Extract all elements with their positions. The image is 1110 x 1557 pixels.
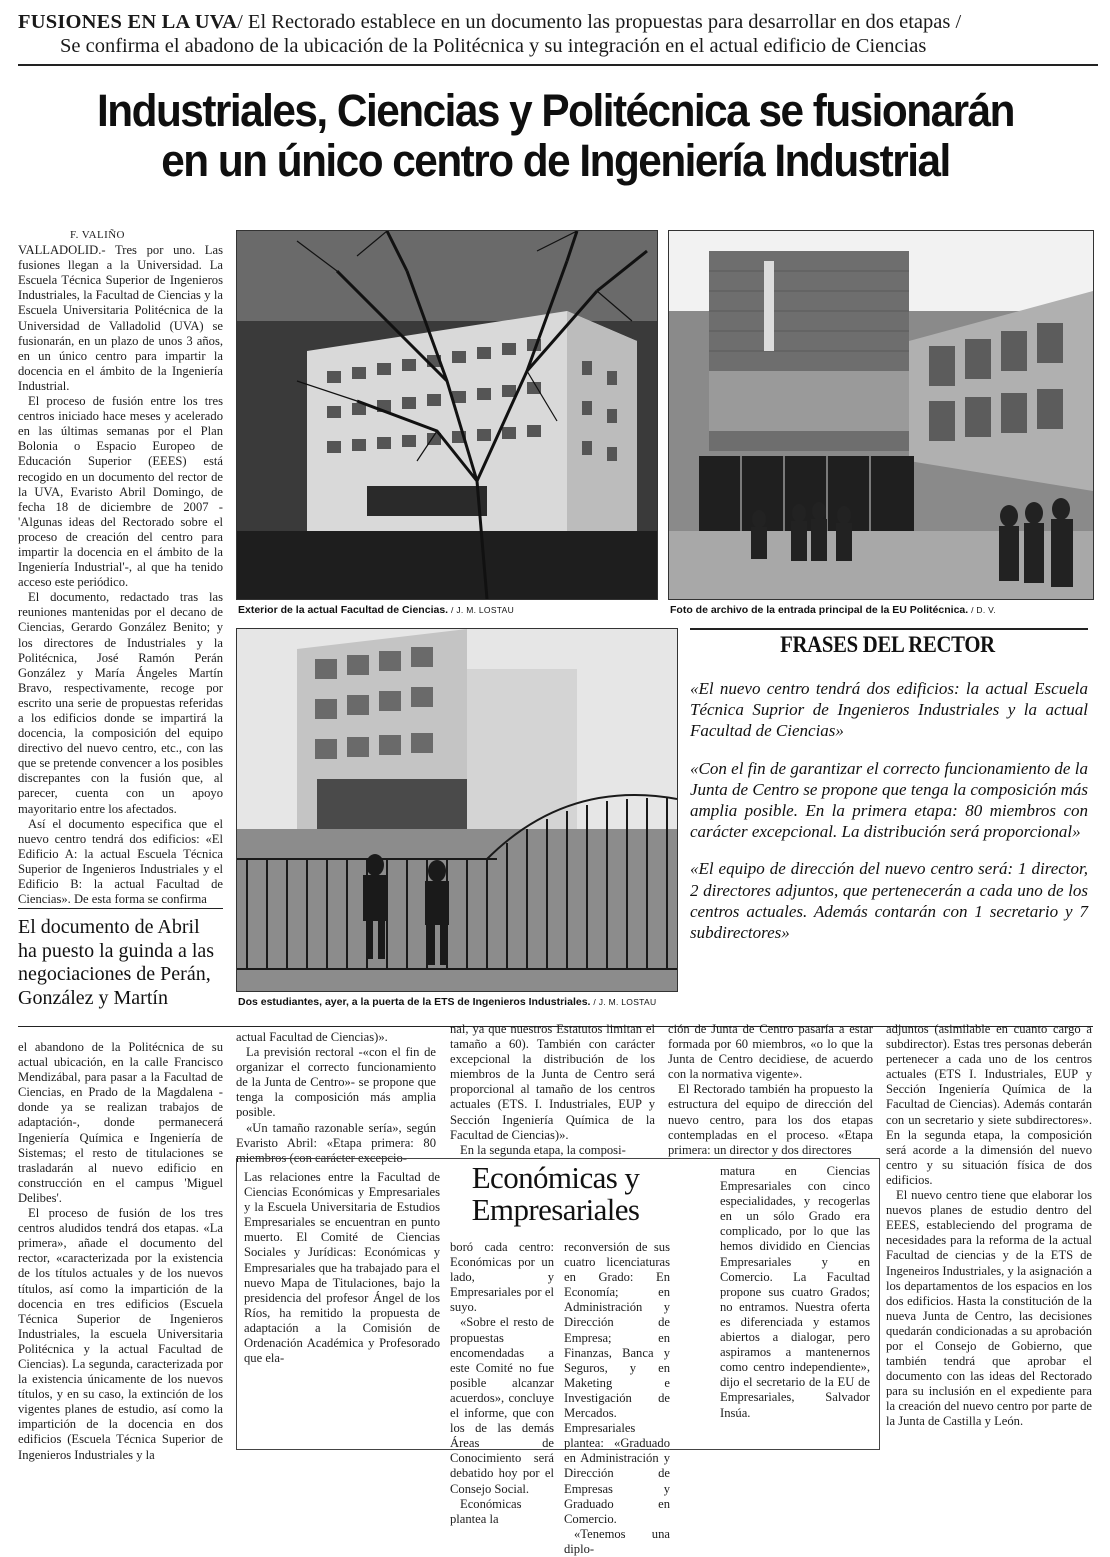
body-paragraph: el abandono de la Politécnica de su actual ubicación, en la calle Francisco Mendizábal, para pasar a la Facultad de Ciencias, en Prado de la Magdalena -donde ya se realizan trabajos de adaptación-, donde permanecerá Ingeniería Química e Ingeniería de Sistemas; el resto de titulaciones se trasladarán al nuevo edificio en construcción en el campus 'Miguel Delibes'. — [18, 1040, 223, 1205]
photo-ets-industriales-image — [237, 629, 677, 991]
headline-line-1: Industriales, Ciencias y Politécnica se fusionarán — [97, 85, 1014, 136]
body-paragraph: «Sobre el resto de propuestas encomendadas a este Comité no fue posible alcanzar acuerdos», concluye el informe, que con los de las demás Áreas de Conocimiento será debatido hoy por el Consejo Social. — [450, 1315, 554, 1496]
photo-ets-industriales-caption — [238, 996, 656, 1009]
lead-paragraph: VALLADOLID.- Tres por uno. Las fusiones llegan a la Universidad. La Escuela Técnica Superior de Ingenieros Industriales, la Facultad de Ciencias y la Escuela Universitaria Politécnica de la Universidad de Valladolid (UVA) se fusionarán, en un plazo de unos 3 años, en un único centro para impartir la docencia en el ámbito de la Ingeniería Industrial. — [18, 243, 223, 393]
frases-title: FRASES DEL RECTOR — [780, 632, 995, 657]
body-paragraph: boró cada centro: Económicas por un lado, y Empresariales por el suyo. — [450, 1240, 554, 1315]
continuation-column-4 — [668, 1022, 873, 1158]
sidebar-column-c — [564, 1240, 670, 1557]
body-paragraph: «Tenemos una diplo- — [564, 1526, 670, 1556]
rector-quote: «El equipo de dirección del nuevo centro será: 1 director, 2 directores adjuntos, que pertenecerán a cada uno de los centros actuales. Además contarán con 1 secretario y 7 subdirectores» — [690, 859, 1088, 943]
body-paragraph: El proceso de fusión entre los tres centros iniciado hace meses y acelerado en las últimas semanas por el Plan Bolonia o Espacio Europeo de Educación Superior (EEES) está recogido en un documento del rector de la UVA, Evaristo Abril Domingo, de fecha 18 de diciembre de 2007 -'Algunas ideas del Rectorado sobre el proceso de creación del centro para impartir la docencia en el ámbito de la Ingeniería Industrial'-, al que ha tenido acceso este periódico. — [18, 394, 223, 590]
sidebar-column-b — [450, 1240, 554, 1527]
body-paragraph: El proceso de fusión de los tres centros aludidos tendrá dos etapas. «La primera», añade el documento del rector, «caracterizada por la existencia de los títulos actuales y de los nuevos títulos, así como la impartición de la docencia en tres edificios (Escuela Técnica Superior de Ingenieros Industriales, la escuela Universitaria Politécnica y la actual Facultad de Ciencias). La segunda, caracterizada por la existencia únicamente de los nuevos títulos, y en su caso, la extinción de los vigentes planes de estudio, así como la impartición de la docencia en dos edificios (Escuela Técnica Superior de Ingenieros Industriales y la — [18, 1206, 223, 1462]
caption-text: Exterior de la actual Facultad de Ciencias. — [238, 604, 449, 616]
caption-text: Foto de archivo de la entrada principal de la EU Politécnica. — [670, 604, 969, 616]
overline — [18, 10, 1098, 58]
body-paragraph: ción de Junta de Centro pasaría a estar formada por 60 miembros, «o lo que la Junta de Centro decidiese, de acuerdo con la normativa vigente». — [668, 1022, 873, 1082]
photo-eu-politecnica-image — [669, 231, 1093, 599]
frases-quotes — [690, 678, 1088, 959]
pullquote: El documento de Abril ha puesto la guinda a las negociaciones de Perán, González y Martín — [18, 916, 215, 1009]
continuation-column-5 — [886, 1022, 1092, 1430]
pullquote-top-rule — [18, 908, 223, 909]
overline-kicker: FUSIONES EN LA UVA — [18, 11, 238, 33]
body-paragraph: Económicas plantea la — [450, 1496, 522, 1526]
photo-eu-politecnica-caption — [670, 604, 996, 617]
body-paragraph: Las relaciones entre la Facultad de Ciencias Económicas y Empresariales y la Escuela Universitaria de Estudios Empresariales se encuentran en punto muerto. El Comité de Ciencias Sociales y Jurídicas: Económicas y Empresariales que ha trabajado para el nuevo Mapa de Titulaciones, bajo la presidencia del profesor Ángel de los Ríos, ha remitido la propuesta de adaptación a la Comisión de Ordenación Académica y Profesorado que ela- — [244, 1170, 440, 1366]
body-paragraph: El nuevo centro tiene que elaborar los nuevos planes de estudio dentro del EEES, estableciendo del programa de necesidades para la reforma de la actual Facultad de ciencias y de la ETS de Ingeneiros Industriales, y la asignación a los departamentos de los espacios en los dos edificios. Hasta la constitución de la nueva Junta de Centro, las decisiones quedarán condicionadas a su aprobación por el Consejo de Gobierno, que también tendrá que aprobar el documento con las ideas del Rectorado para su inclusión en el expediente para la creación del nuevo centro por parte de la Junta de Castilla y León. — [886, 1188, 1092, 1429]
overline-line-1 — [18, 10, 1098, 34]
frases-top-rule — [690, 628, 1088, 630]
caption-text: Dos estudiantes, ayer, a la puerta de la ETS de Ingenieros Industriales. — [238, 996, 591, 1008]
rector-quote: «El nuevo centro tendrá dos edificios: la actual Escuela Técnica Suprior de Ingenieros Industriales y la actual Facultad de Ciencias» — [690, 679, 1088, 741]
photo-facultad-ciencias-caption — [238, 604, 514, 617]
photo-facultad-ciencias — [236, 230, 658, 600]
body-paragraph: «Un tamaño razonable sería», según Evaristo Abril: «Etapa primera: 80 miembros (con carácter excepcio- — [236, 1120, 436, 1165]
byline: F. VALIÑO — [70, 229, 125, 241]
caption-credit: / D. V. — [971, 605, 997, 615]
body-paragraph: En la segunda etapa, la composi- — [460, 1142, 626, 1157]
headline — [50, 86, 1061, 186]
continuation-column-1 — [18, 1040, 223, 1463]
sidebar-column-d — [720, 1164, 870, 1421]
caption-credit: / J. M. LOSTAU — [593, 997, 657, 1007]
headline-line-2: en un único centro de Ingeniería Industrial — [161, 135, 950, 186]
lead-column — [18, 228, 223, 907]
body-paragraph: El documento, redactado tras las reuniones mantenidas por el decano de Ciencias, Gerardo González Benito; y los directores de Industriales y la Politécnica, José Ramón Perán González y María Ángeles Martín Bravo, respectivamente, recoge por escrito una serie de propuestas referidas a los edificios donde se impartirá la docencia, la composición del equipo directivo del nuevo centro, etc., con las que se pretende convencer a los posibles discrepantes con la fusión que, al parecer, cuenta con un apoyo mayoritario entre los afectados. — [18, 590, 223, 816]
overline-line-2: Se confirma el abadono de la ubicación de la Politécnica y su integración en el actual edificio de Ciencias — [60, 35, 927, 57]
photo-ets-industriales — [236, 628, 678, 992]
rector-quote: «Con el fin de garantizar el correcto funcionamiento de la Junta de Centro se propone que tenga la composición más amplia posible. En la primera etapa: 80 miembros con carácter excepcional. La distribución será proporcional» — [690, 758, 1088, 842]
body-paragraph: El Rectorado también ha propuesto la estructura del equipo de dirección del nuevo centro, para los dos etapas contempladas en el proceso. «Etapa primera: un director y dos directores — [668, 1082, 873, 1157]
continuation-column-2 — [236, 1030, 436, 1166]
photo-eu-politecnica — [668, 230, 1094, 600]
sidebar-column-a — [244, 1170, 440, 1366]
caption-credit: / J. M. LOSTAU — [451, 605, 515, 615]
continuation-column-3 — [450, 1022, 655, 1158]
top-rule — [18, 64, 1098, 66]
photo-facultad-ciencias-image — [237, 231, 657, 599]
body-paragraph: adjuntos (asimilable en cuanto cargo a subdirector). Estas tres personas deberán pertenecer a cada uno de los centros actuales (ETS I. Industriales, EUP y Sección Ingeniería Química de la Facultad de Ciencias). Además contarán con un secretario y siete subdirectores». En la segunda etapa, la composición será acorde a la dimensión del nuevo centro y su situación física de dos edificios. — [886, 1022, 1092, 1187]
body-paragraph: matura en Ciencias Empresariales con cinco especialidades, y recogerlas en un sólo Grado era complicado, por lo que las hemos dividido en Ciencias Empresariales y en Comercio. La Facultad propone sus cuatro Grados; no entramos. Nuestra oferta es diferenciada y estamos abiertos a dialogar, pero aspiramos a mantenernos como centro independiente», dijo el secretario de la EU de Empresariales, Salvador Insúa. — [720, 1164, 870, 1420]
body-paragraph: actual Facultad de Ciencias)». — [236, 1030, 388, 1044]
body-paragraph: nal, ya que nuestros Estatutos limitan el tamaño a 60). También con carácter excepcional la distribución de los miembros de la Junta de Centro será proporcional al tamaño de los centros actuales (ETS. I. Industriales, EUP y Sección Ingeniería Química de la Facultad de Ciencias)». — [450, 1022, 655, 1142]
body-paragraph: Así el documento especifica que el nuevo centro tendrá dos edificios: «El Edificio A: la actual Escuela Técnica Superior de Ingenieros Industriales y el Edificio B: la actual Facultad de Ciencias». De esta forma se confirma — [18, 816, 223, 907]
overline-line1-text: / El Rectorado establece en un documento las propuestas para desarrollar en dos etapas / — [237, 11, 962, 33]
body-paragraph: La previsión rectoral -«con el fin de organizar el correcto funcionamiento de la Junta de Centro»- se propone que tenga la composición más amplia posible. — [236, 1045, 436, 1120]
body-paragraph: reconversión de sus cuatro licenciaturas en Grado: En Economía; en Administración y Dirección de Empresa; en Finanzas, Banca y Seguros, y en Maketing e Investigación de Mercados. Empresariales plantea: «Graduado en Administración y Dirección de Empresas y Graduado en Comercio. — [564, 1240, 670, 1526]
sidebar-title: Económicas y Empresariales — [471, 1160, 640, 1227]
